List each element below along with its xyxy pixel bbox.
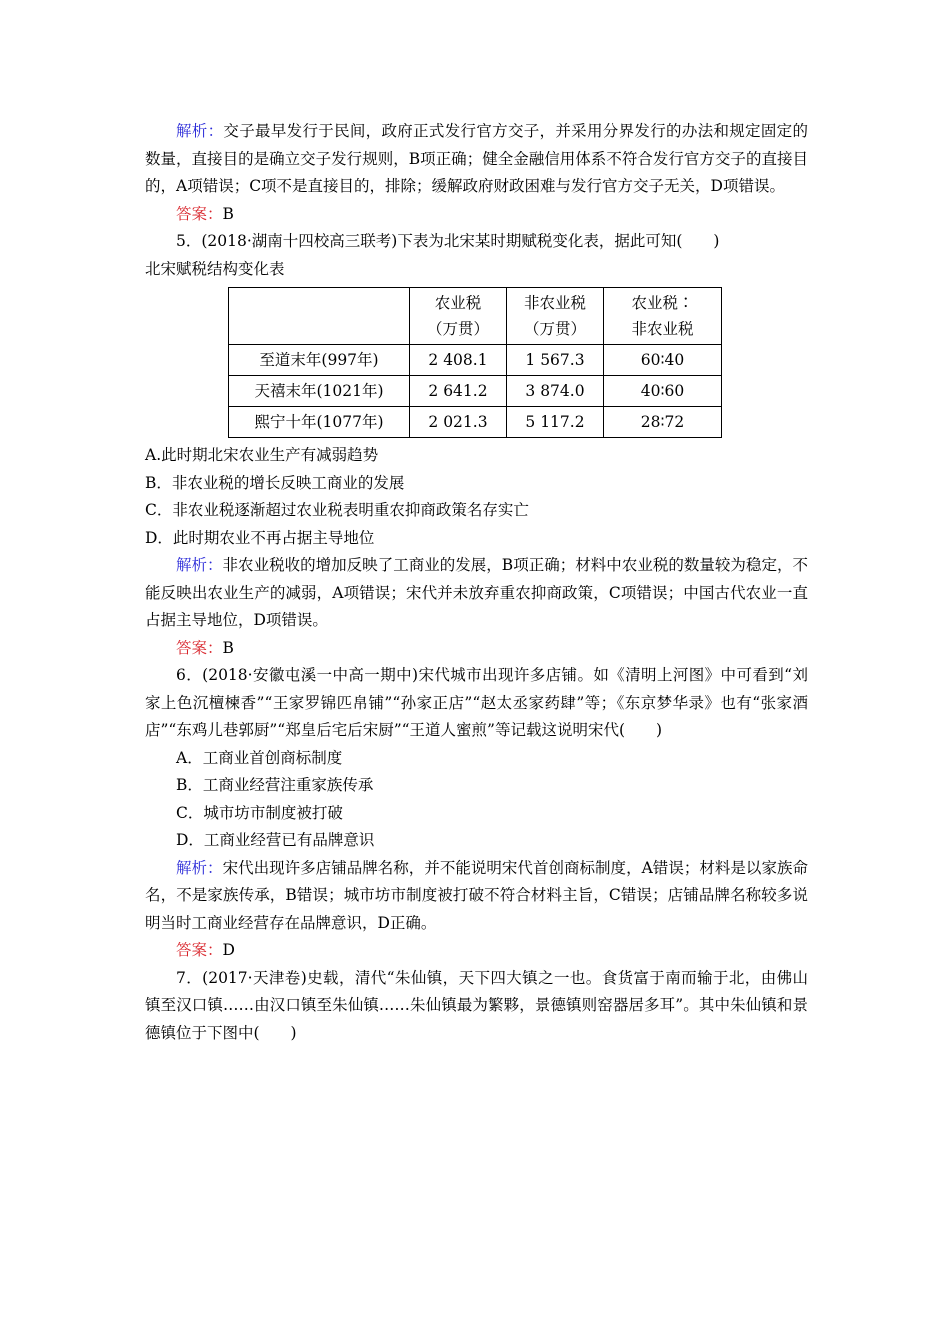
table-cell: 5 117.2 — [507, 407, 604, 438]
table-cell: 1 567.3 — [507, 345, 604, 376]
option-b: B．非农业税的增长反映工商业的发展 — [145, 473, 405, 492]
table-cell: 熙宁十年(1077年) — [229, 407, 410, 438]
answer-label: 答案： — [176, 638, 223, 657]
table-header-cell: 非农业税 （万贯） — [507, 288, 604, 345]
table-row — [229, 376, 722, 407]
table-cell: 40∶60 — [604, 376, 722, 407]
analysis-label: 解析： — [176, 122, 224, 140]
table-row — [229, 407, 722, 438]
table-header-row — [229, 288, 722, 345]
tax-table — [228, 287, 722, 438]
analysis-label: 解析： — [176, 858, 223, 877]
analysis-text: 交子最早发行于民间，政府正式发行官方交子，并采用分界发行的办法和规定固定的数量，直接目的是确立交子发行规则，B项正确；健全金融信用体系不符合发行官方交子的直接目的，A项错误；C项不是直接目的，排除；缓解政府财政困难与发行官方交子无关，D项错误。 — [145, 122, 808, 195]
table-cell: 至道末年(997年) — [229, 345, 410, 376]
option-d: D．工商业经营已有品牌意识 — [176, 831, 375, 849]
table-cell: 60∶40 — [604, 345, 722, 376]
table-cell: 2 641.2 — [410, 376, 507, 407]
answer-value: B — [222, 204, 234, 223]
table-header-cell: 农业税∶ 非农业税 — [604, 288, 722, 345]
q6-stem: 6．(2018·安徽屯溪一中高一期中)宋代城市出现许多店铺。如《清明上河图》中可看到“刘家上色沉檀楝香”“王家罗锦匹帛铺”“孙家正店”“赵太丞家药肆”等；《东京梦华录》也有“张家酒店”“东鸡儿巷郭厨”“郑皇后宅后宋厨”“王道人蜜煎”等记载这说明宋代( ) — [145, 666, 808, 739]
document-page — [145, 118, 808, 1047]
analysis-text: 宋代出现许多店铺品牌名称，并不能说明宋代首创商标制度，A错误；材料是以家族命名，不是家族传承，B错误；城市坊市制度被打破不符合材料主旨，C错误；店铺品牌名称较多说明当时工商业经营存在品牌意识，D正确。 — [145, 858, 808, 932]
option-a: A.此时期北宋农业生产有减弱趋势 — [145, 446, 379, 464]
table-cell: 天禧末年(1021年) — [229, 376, 410, 407]
q5-answer — [145, 635, 808, 663]
analysis-label: 解析： — [176, 556, 223, 574]
q6-answer — [145, 937, 808, 965]
table-row — [229, 345, 722, 376]
table-cell: 3 874.0 — [507, 376, 604, 407]
table-title: 北宋赋税结构变化表 — [145, 259, 285, 278]
q7-stem: 7．(2017·天津卷)史载，清代“朱仙镇，天下四大镇之一也。食货富于南而输于北，由佛山镇至汉口镇……由汉口镇至朱仙镇……朱仙镇最为繁夥，景德镇则窑器居多耳”。其中朱仙镇和景德镇位于下图中( ) — [145, 968, 808, 1042]
option-d: D．此时期农业不再占据主导地位 — [145, 528, 375, 547]
q5-analysis — [145, 552, 808, 635]
option-c: C．非农业税逐渐超过农业税表明重农抑商政策名存实亡 — [145, 501, 529, 519]
table-header-blank — [229, 288, 410, 345]
q5-stem: 5．(2018·湖南十四校高三联考)下表为北宋某时期赋税变化表，据此可知( ) — [176, 232, 720, 250]
option-b: B．工商业经营注重家族传承 — [176, 776, 374, 794]
answer-label: 答案： — [176, 204, 223, 223]
table-cell: 2 408.1 — [410, 345, 507, 376]
q4-answer — [145, 201, 808, 229]
option-a: A．工商业首创商标制度 — [176, 748, 343, 767]
answer-value: D — [222, 941, 235, 959]
table-header-cell: 农业税 （万贯） — [410, 288, 507, 345]
table-cell: 28∶72 — [604, 407, 722, 438]
analysis-text: 非农业税收的增加反映了工商业的发展，B项正确；材料中农业税的数量较为稳定，不能反映出农业生产的减弱，A项错误；宋代并未放弃重农抑商政策，C项错误；中国古代农业一直占据主导地位，D项错误。 — [145, 556, 808, 629]
option-c: C．城市坊市制度被打破 — [176, 803, 343, 822]
q6-analysis — [145, 855, 808, 938]
answer-label: 答案： — [176, 941, 223, 959]
table-cell: 2 021.3 — [410, 407, 507, 438]
q4-analysis — [145, 118, 808, 201]
answer-value: B — [222, 638, 234, 657]
